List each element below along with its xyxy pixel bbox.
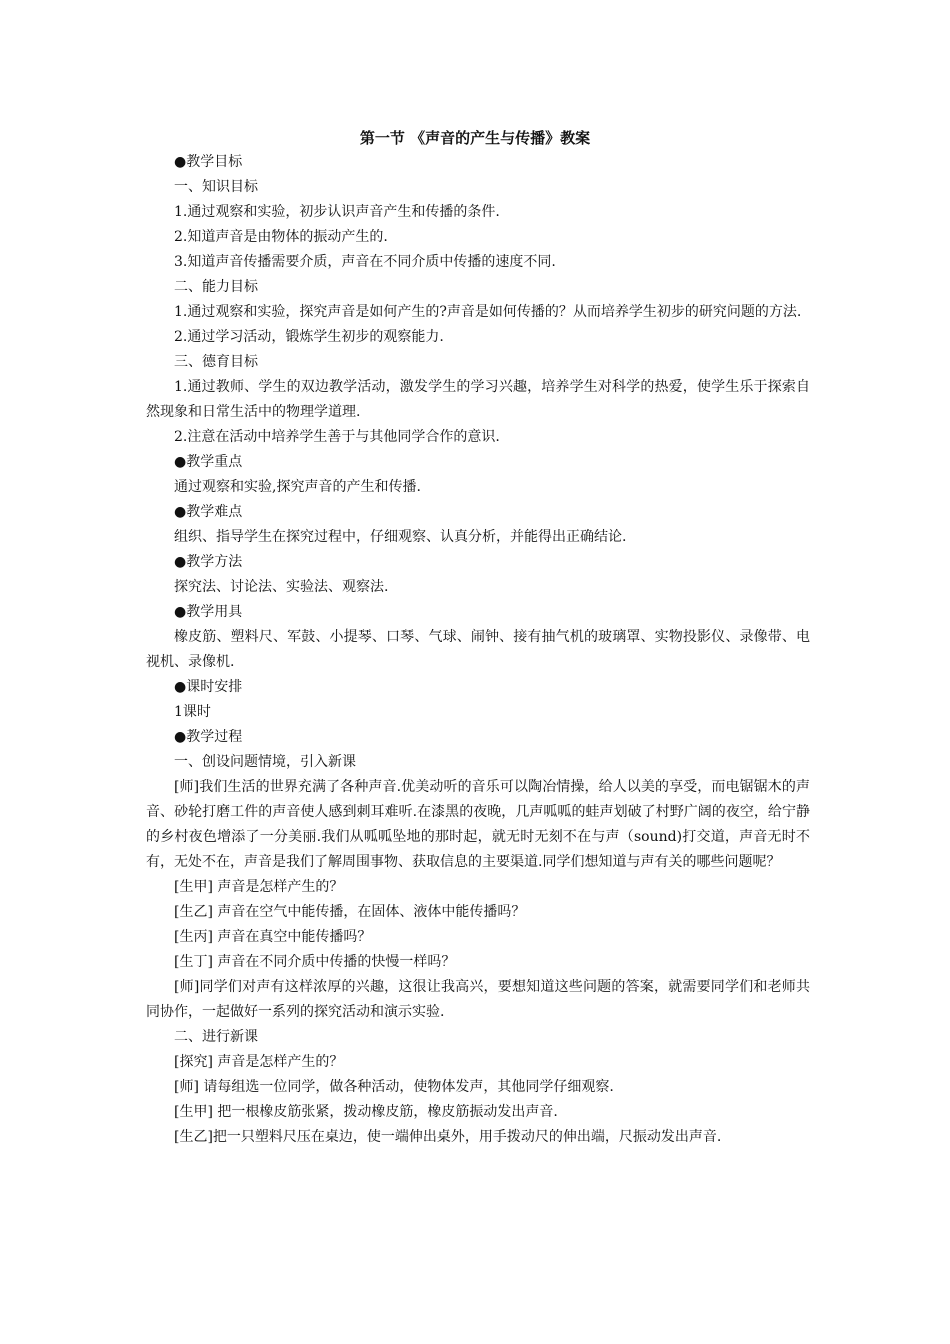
paragraph: 1.通过观察和实验，探究声音是如何产生的?声音是如何传播的？从而培养学生初步的研究问题的方法.	[174, 304, 802, 320]
section-heading: ●教学用具	[174, 604, 243, 620]
subsection-heading: 一、知识目标	[174, 179, 258, 195]
dialogue-line: [生丁] 声音在不同介质中传播的快慢一样吗？	[174, 954, 456, 970]
paragraph: [师]同学们对声有这样浓厚的兴趣，这很让我高兴，要想知道这些问题的答案，就需要同学们和老师共同协作，一起做好一系列的探究活动和演示实验.	[146, 979, 810, 1020]
section-heading: ●教学重点	[174, 454, 243, 470]
paragraph: 1课时	[174, 704, 211, 720]
subsection-heading: 二、能力目标	[174, 279, 258, 295]
document-body	[146, 150, 810, 1150]
paragraph: [师]我们生活的世界充满了各种声音.优美动听的音乐可以陶冶情操，给人以美的享受，而电锯锯木的声音、砂轮打磨工件的声音使人感到刺耳难听.在漆黑的夜晚，几声呱呱的蛙声划破了村野广阔的夜空，给宁静的乡村夜色增添了一分美丽.我们从呱呱坠地的那时起，就无时无刻不在与声（sound)打交道，声音无时不有，无处不在，声音是我们了解周围事物、获取信息的主要渠道.同学们想知道与声有关的哪些问题呢？	[146, 779, 810, 870]
dialogue-line: [生乙] 声音在空气中能传播，在固体、液体中能传播吗？	[174, 904, 526, 920]
paragraph: 2.通过学习活动，锻炼学生初步的观察能力.	[174, 329, 444, 345]
paragraph: 通过观察和实验,探究声音的产生和传播.	[174, 479, 421, 495]
dialogue-line: [生乙]把一只塑料尺压在桌边，使一端伸出桌外，用手拨动尺的伸出端，尺振动发出声音.	[174, 1129, 722, 1145]
section-heading: ●课时安排	[174, 679, 243, 695]
paragraph: 探究法、讨论法、实验法、观察法.	[174, 579, 389, 595]
subsection-heading: 三、德育目标	[174, 354, 258, 370]
paragraph: 3.知道声音传播需要介质，声音在不同介质中传播的速度不同.	[174, 254, 556, 270]
subsection-heading: 二、进行新课	[174, 1029, 258, 1045]
dialogue-line: [探究] 声音是怎样产生的？	[174, 1054, 344, 1070]
dialogue-line: [师] 请每组选一位同学，做各种活动，使物体发声，其他同学仔细观察.	[174, 1079, 614, 1095]
paragraph: 2.注意在活动中培养学生善于与其他同学合作的意识.	[174, 429, 500, 445]
paragraph: 组织、指导学生在探究过程中，仔细观察、认真分析，并能得出正确结论.	[174, 529, 627, 545]
dialogue-line: [生丙] 声音在真空中能传播吗？	[174, 929, 372, 945]
section-heading: ●教学难点	[174, 504, 243, 520]
paragraph: 2.知道声音是由物体的振动产生的.	[174, 229, 388, 245]
section-heading: ●教学方法	[174, 554, 243, 570]
paragraph: 橡皮筋、塑料尺、军鼓、小提琴、口琴、气球、闹钟、接有抽气机的玻璃罩、实物投影仪、录像带、电视机、录像机.	[146, 629, 810, 670]
dialogue-line: [生甲] 把一根橡皮筋张紧，拨动橡皮筋，橡皮筋振动发出声音.	[174, 1104, 558, 1120]
subsection-heading: 一、创设问题情境，引入新课	[174, 754, 356, 770]
document-title: 第一节 《声音的产生与传播》教案	[359, 129, 591, 147]
paragraph: 1.通过观察和实验，初步认识声音产生和传播的条件.	[174, 204, 500, 220]
section-heading: ●教学目标	[174, 154, 243, 170]
paragraph: 1.通过教师、学生的双边教学活动，激发学生的学习兴趣，培养学生对科学的热爱，使学生乐于探索自然现象和日常生活中的物理学道理.	[146, 379, 810, 420]
dialogue-line: [生甲] 声音是怎样产生的？	[174, 879, 344, 895]
section-heading: ●教学过程	[174, 729, 243, 745]
